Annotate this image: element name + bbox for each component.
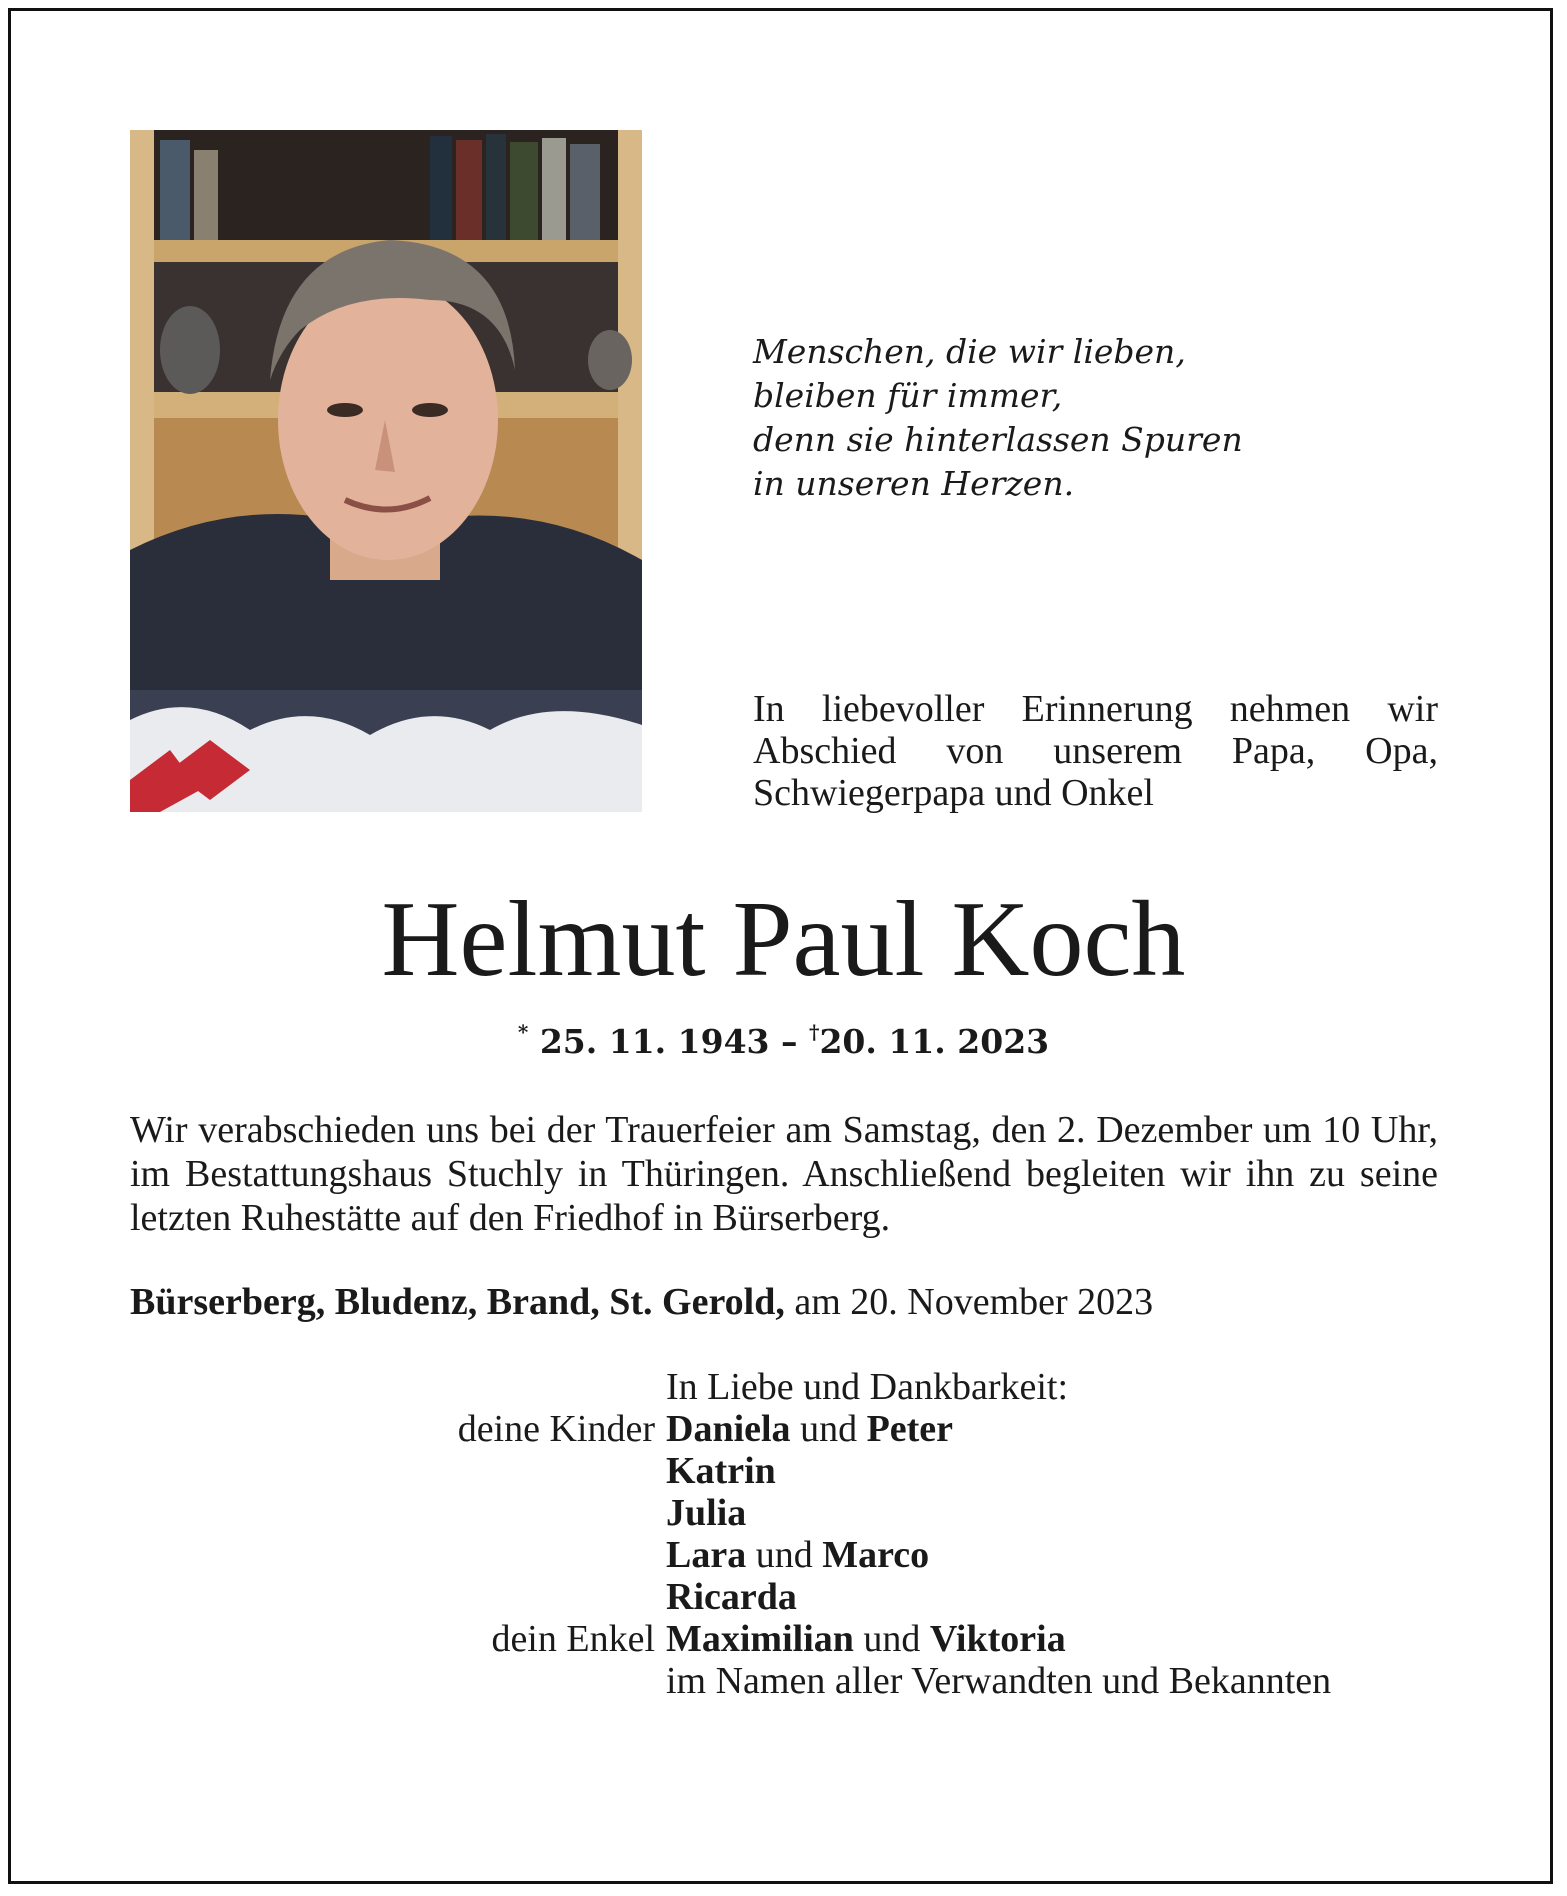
family-row bbox=[0, 1617, 1567, 1659]
birth-symbol: * bbox=[517, 1020, 529, 1044]
family-row bbox=[0, 1533, 1567, 1575]
family-heading-row bbox=[0, 1365, 1567, 1407]
family-closing: im Namen aller Verwandten und Bekannten bbox=[666, 1660, 1332, 1702]
funeral-service-text: Wir verabschieden uns bei der Trauerfeier am Samstag, den 2. Dezember um 10 Uhr, im Bestattungshaus Stuchly in Thüringen. Anschließend begleiten wir ihn zu seine letzten Ruhestätte auf den Friedhof in Bürserberg. bbox=[130, 1109, 1438, 1239]
grandchild-name: Viktoria bbox=[929, 1618, 1066, 1660]
children-label: deine Kinder bbox=[457, 1408, 655, 1450]
partner-name: Marco bbox=[822, 1534, 930, 1576]
child-name: Lara bbox=[666, 1534, 747, 1576]
family-row bbox=[0, 1491, 1567, 1533]
death-date: 20. 11. 2023 bbox=[819, 1022, 1050, 1061]
grandchild-label: dein Enkel bbox=[491, 1618, 655, 1660]
family-names bbox=[666, 1407, 953, 1451]
quote-line: denn sie hinterlassen Spuren bbox=[753, 420, 1243, 459]
quote-line: in unseren Herzen. bbox=[753, 464, 1075, 503]
family-heading: In Liebe und Dankbarkeit: bbox=[666, 1366, 1069, 1408]
quote-line: bleiben für immer, bbox=[753, 376, 1063, 415]
family-names bbox=[666, 1491, 746, 1535]
partner-name: Peter bbox=[866, 1408, 954, 1450]
life-dates bbox=[0, 1010, 1567, 1064]
announcement-date: am 20. November 2023 bbox=[794, 1281, 1154, 1323]
family-names bbox=[666, 1617, 1066, 1661]
place-and-date bbox=[130, 1280, 1438, 1324]
memorial-quote bbox=[753, 330, 1473, 506]
locations: Bürserberg, Bludenz, Brand, St. Gerold, bbox=[130, 1281, 785, 1323]
family-names bbox=[666, 1533, 929, 1577]
portrait-photo bbox=[130, 130, 642, 812]
death-symbol: † bbox=[809, 1020, 820, 1044]
connector: und bbox=[755, 1534, 813, 1576]
birth-date: 25. 11. 1943 bbox=[539, 1022, 770, 1061]
family-row bbox=[0, 1407, 1567, 1449]
family-names bbox=[666, 1575, 797, 1619]
connector: und bbox=[863, 1618, 921, 1660]
date-separator: – bbox=[781, 1022, 798, 1061]
connector: und bbox=[800, 1408, 858, 1450]
child-name: Daniela bbox=[666, 1408, 791, 1450]
family-row bbox=[0, 1575, 1567, 1617]
farewell-intro: In liebevoller Erinnerung nehmen wir Abschied von unserem Papa, Opa, Schwiegerpapa und Onkel bbox=[753, 688, 1438, 814]
child-name: Ricarda bbox=[666, 1576, 797, 1618]
family-names bbox=[666, 1449, 776, 1493]
family-row bbox=[0, 1449, 1567, 1491]
portrait-illustration bbox=[130, 130, 642, 812]
child-name: Katrin bbox=[666, 1450, 776, 1492]
deceased-name: Helmut Paul Koch bbox=[381, 880, 1186, 999]
grandchild-name: Maximilian bbox=[666, 1618, 854, 1660]
family-closing-row bbox=[0, 1659, 1567, 1701]
quote-line: Menschen, die wir lieben, bbox=[753, 332, 1186, 371]
child-name: Julia bbox=[666, 1492, 747, 1534]
